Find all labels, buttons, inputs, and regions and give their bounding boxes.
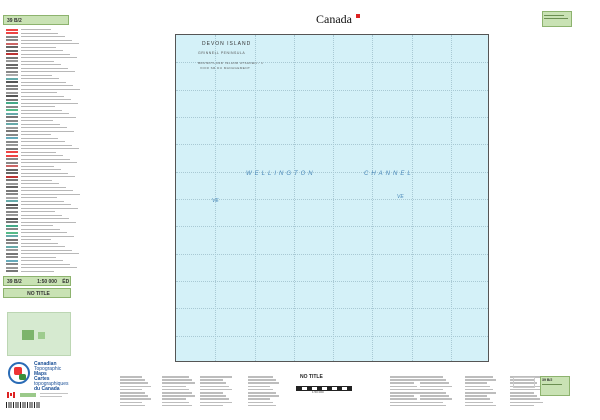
note-text-line xyxy=(248,379,276,381)
note-text-line xyxy=(200,379,223,381)
brand-line-6: du Canada xyxy=(34,386,60,392)
flag-icon xyxy=(7,392,15,398)
legend-symbol xyxy=(6,228,18,230)
legend-text xyxy=(21,250,72,251)
legend-text xyxy=(21,96,64,97)
legend-text xyxy=(21,225,53,226)
grid-line-horizontal xyxy=(176,117,488,118)
legend-symbol xyxy=(6,116,18,118)
legend-symbol xyxy=(6,148,18,150)
legend-text xyxy=(21,152,56,153)
legend-symbol xyxy=(6,141,18,143)
legend-text xyxy=(21,131,74,132)
legend-symbol xyxy=(6,123,18,125)
legend-text xyxy=(21,120,53,121)
legend-text xyxy=(21,211,55,212)
note-text-line xyxy=(465,398,490,400)
legend-text xyxy=(21,232,67,233)
note-text-line xyxy=(390,386,417,388)
legend-symbol xyxy=(6,74,18,76)
label-note-2: VOIR SR DU MANAGEMENT xyxy=(200,66,251,70)
note-text-line xyxy=(162,376,189,378)
note-text-line xyxy=(248,389,273,391)
legend-symbol xyxy=(6,88,18,90)
note-text-line xyxy=(120,389,142,391)
legend-text xyxy=(21,260,63,261)
note-text-line xyxy=(510,402,543,404)
legend-symbol xyxy=(6,239,18,241)
legend-symbol xyxy=(6,92,18,94)
legend-text xyxy=(21,50,63,51)
note-text-line xyxy=(120,386,151,388)
legend-symbol xyxy=(6,60,18,62)
label-wellington: WELLINGTON xyxy=(246,171,316,177)
legend-text xyxy=(21,180,52,181)
note-text-line xyxy=(390,398,417,400)
legend-text xyxy=(21,29,51,30)
legend-text xyxy=(21,68,68,69)
legend-text xyxy=(21,257,56,258)
legend-symbol xyxy=(6,204,18,206)
legend-symbol xyxy=(6,169,18,171)
legend-text xyxy=(21,113,69,114)
legend-text xyxy=(21,36,65,37)
legend-symbol xyxy=(6,183,18,185)
corner-sheet-number: 39 B/2 xyxy=(542,378,553,382)
maple-leaf-icon xyxy=(356,14,360,18)
brand-text xyxy=(34,362,68,392)
globe-icon xyxy=(8,362,30,384)
legend-symbol xyxy=(6,57,18,59)
note-text-line xyxy=(390,379,423,381)
note-text-line xyxy=(162,402,189,404)
note-text-line xyxy=(390,392,423,394)
legend-symbol xyxy=(6,263,18,265)
legend-symbol xyxy=(6,211,18,213)
label-channel: CHANNEL xyxy=(364,171,414,177)
note-text-line xyxy=(248,402,273,404)
legend-symbol xyxy=(6,81,18,83)
note-text-line xyxy=(200,402,232,404)
legend-text xyxy=(21,204,71,205)
legend-symbol xyxy=(6,172,18,174)
corner-tag-bottom xyxy=(540,376,570,396)
legend-symbol xyxy=(6,270,18,272)
note-text-line xyxy=(162,405,192,407)
note-text-line xyxy=(200,392,223,394)
legend-text xyxy=(21,40,72,41)
legend-symbol xyxy=(6,179,18,181)
legend-symbol xyxy=(6,120,18,122)
note-text-line xyxy=(465,402,493,404)
map-canvas[interactable] xyxy=(175,34,489,362)
index-map-highlight xyxy=(22,330,34,340)
legend-text xyxy=(21,253,79,254)
legend-symbol xyxy=(6,155,18,157)
footer-text xyxy=(40,393,68,394)
legend-symbol xyxy=(6,253,18,255)
legend-text xyxy=(21,99,71,100)
note-text-line xyxy=(200,389,232,391)
sheet-number-top: 39 B/2 xyxy=(3,15,69,25)
legend-symbol xyxy=(6,186,18,188)
legend-symbol xyxy=(6,134,18,136)
legend-text xyxy=(21,61,54,62)
legend-symbol xyxy=(6,158,18,160)
grid-line-horizontal xyxy=(176,281,488,282)
note-text-line xyxy=(248,376,273,378)
legend-text xyxy=(21,138,58,139)
note-text-line xyxy=(420,386,452,388)
legend-text xyxy=(21,124,60,125)
note-text-line xyxy=(420,392,446,394)
legend-symbol xyxy=(6,207,18,209)
grid-line-vertical xyxy=(333,35,334,361)
brand-line-2: Topographic xyxy=(34,366,62,372)
legend-text xyxy=(21,243,58,244)
note-text-line xyxy=(200,398,229,400)
note-text-line xyxy=(390,382,414,384)
legend-text xyxy=(21,218,69,219)
index-map xyxy=(7,312,71,356)
footer-text xyxy=(40,396,62,397)
legend-text xyxy=(21,47,56,48)
barcode xyxy=(6,402,40,408)
legend-text xyxy=(21,166,54,167)
legend-text xyxy=(21,43,79,44)
note-text-line xyxy=(420,405,446,407)
legend-text xyxy=(21,117,76,118)
grid-line-horizontal xyxy=(176,199,488,200)
legend-text xyxy=(21,92,57,93)
legend-text xyxy=(21,106,55,107)
note-text-line xyxy=(248,386,270,388)
legend-symbol xyxy=(6,144,18,146)
note-text-line xyxy=(465,382,487,384)
legend-symbol xyxy=(6,232,18,234)
legend-symbol xyxy=(6,218,18,220)
legend-symbol xyxy=(6,214,18,216)
note-text-line xyxy=(420,379,446,381)
grid-line-horizontal xyxy=(176,254,488,255)
legend-symbol xyxy=(6,99,18,101)
brand-line-1: Canadian xyxy=(34,361,57,367)
grid-line-vertical xyxy=(451,35,452,361)
legend-symbol xyxy=(6,85,18,87)
grid-line-horizontal xyxy=(176,336,488,337)
label-devon-island: DEVON ISLAND xyxy=(202,41,252,47)
note-text-line xyxy=(248,382,279,384)
legend-symbol xyxy=(6,260,18,262)
legend-symbol xyxy=(6,137,18,139)
legend-text xyxy=(21,85,73,86)
footer-tag xyxy=(20,393,36,397)
note-text-line xyxy=(390,389,420,391)
note-text-line xyxy=(420,389,443,391)
legend-symbol xyxy=(6,197,18,199)
legend-text xyxy=(21,176,75,177)
legend-symbol xyxy=(6,106,18,108)
note-text-line xyxy=(465,389,493,391)
legend-text xyxy=(21,57,77,58)
legend-text xyxy=(21,78,59,79)
legend-symbol xyxy=(6,235,18,237)
note-text-line xyxy=(465,395,487,397)
wordmark-text: Canada xyxy=(316,12,352,26)
note-text-line xyxy=(200,382,226,384)
legend-text xyxy=(21,75,52,76)
legend-text xyxy=(21,201,64,202)
grid-line-vertical xyxy=(412,35,413,361)
legend-symbol xyxy=(6,32,18,34)
legend-text xyxy=(21,169,61,170)
note-text-line xyxy=(200,405,223,407)
legend-symbol xyxy=(6,29,18,31)
legend-text xyxy=(21,267,77,268)
legend-symbol xyxy=(6,267,18,269)
note-text-line xyxy=(465,386,490,388)
legend-text xyxy=(21,127,67,128)
legend-symbol xyxy=(6,193,18,195)
note-text-line xyxy=(120,382,148,384)
note-text-line xyxy=(120,376,142,378)
note-text-line xyxy=(390,405,423,407)
sheet-title-mid: NO TITLE xyxy=(3,288,71,298)
legend-symbol xyxy=(6,249,18,251)
label-ve-left: VE xyxy=(212,198,219,204)
grid-line-horizontal xyxy=(176,90,488,91)
note-text-line xyxy=(510,398,540,400)
label-ve-right: VE xyxy=(397,194,404,200)
legend-symbol xyxy=(6,225,18,227)
note-text-line xyxy=(465,392,496,394)
legend-text xyxy=(21,190,73,191)
legend-text xyxy=(21,159,70,160)
corner-tag-top xyxy=(542,11,572,27)
note-text-line xyxy=(420,402,443,404)
legend-symbol xyxy=(6,200,18,202)
legend-symbol xyxy=(6,176,18,178)
corner-index-grid xyxy=(513,377,535,388)
legend-symbol xyxy=(6,162,18,164)
legend-symbol xyxy=(6,46,18,48)
legend-symbol xyxy=(6,39,18,41)
legend-text xyxy=(21,162,77,163)
legend-text xyxy=(21,155,63,156)
note-text-line xyxy=(420,395,449,397)
legend-symbol xyxy=(6,190,18,192)
note-text-line xyxy=(120,392,145,394)
grid-line-horizontal xyxy=(176,226,488,227)
brand-line-3: Maps xyxy=(34,371,47,377)
note-text-line xyxy=(510,389,543,391)
note-text-line xyxy=(510,392,534,394)
grid-line-horizontal xyxy=(176,172,488,173)
note-text-line xyxy=(248,392,276,394)
legend-text xyxy=(21,173,68,174)
note-text-line xyxy=(420,398,452,400)
legend-text xyxy=(21,148,79,149)
legend-text xyxy=(21,264,70,265)
legend-symbol xyxy=(6,78,18,80)
legend-symbol xyxy=(6,50,18,52)
index-map-cell xyxy=(38,332,45,339)
legend-symbol xyxy=(6,246,18,248)
note-text-line xyxy=(162,379,192,381)
note-text-line xyxy=(120,405,145,407)
legend-text xyxy=(21,110,62,111)
note-text-line xyxy=(390,402,420,404)
legend-symbol xyxy=(6,102,18,104)
note-text-line xyxy=(120,398,151,400)
grid-line-vertical xyxy=(255,35,256,361)
legend-panel xyxy=(0,0,90,420)
legend-text xyxy=(21,54,70,55)
note-text-line xyxy=(390,395,414,397)
legend-symbol xyxy=(6,130,18,132)
note-text-line xyxy=(465,376,493,378)
sheet-number-mid: 39 B/2 xyxy=(7,279,22,285)
note-text-line xyxy=(162,386,186,388)
note-text-line xyxy=(120,402,142,404)
legend-text xyxy=(21,187,66,188)
brand-line-5: topographiques xyxy=(34,381,69,387)
legend-text xyxy=(21,71,75,72)
legend-text xyxy=(21,239,51,240)
note-text-line xyxy=(200,376,232,378)
legend-text xyxy=(21,236,74,237)
legend-text xyxy=(21,103,78,104)
brand-line-4: Cartes xyxy=(34,376,50,382)
legend-text xyxy=(21,194,80,195)
scale-bar xyxy=(296,386,352,391)
note-text-line xyxy=(200,386,229,388)
grid-line-horizontal xyxy=(176,144,488,145)
note-text-line xyxy=(465,379,496,381)
legend-text xyxy=(21,141,65,142)
legend-symbol xyxy=(6,127,18,129)
note-text-line xyxy=(120,379,145,381)
note-text-line xyxy=(248,405,276,407)
note-text-line xyxy=(162,398,186,400)
label-note-1: BRUNDTLAND ISLAND ATSAKEN / 1 xyxy=(198,61,264,65)
legend-symbol xyxy=(6,53,18,55)
legend-symbol xyxy=(6,151,18,153)
legend-text xyxy=(21,89,80,90)
scale-bar-label: 1:50 000 xyxy=(312,390,324,394)
legend-symbol xyxy=(6,36,18,38)
legend-text xyxy=(21,183,59,184)
note-text-line xyxy=(248,395,279,397)
note-text-line xyxy=(200,395,226,397)
grid-line-vertical xyxy=(294,35,295,361)
note-text-line xyxy=(420,382,449,384)
sheet-title-bottom: NO TITLE xyxy=(300,374,323,380)
note-text-line xyxy=(162,382,195,384)
note-text-line xyxy=(390,376,420,378)
legend-row xyxy=(6,270,54,273)
legend-text xyxy=(21,82,66,83)
legend-text xyxy=(21,229,60,230)
grid-line-horizontal xyxy=(176,308,488,309)
legend-symbol xyxy=(6,113,18,115)
legend-symbol xyxy=(6,64,18,66)
legend-symbol xyxy=(6,71,18,73)
legend-text xyxy=(21,222,76,223)
canada-wordmark xyxy=(316,12,360,27)
legend-text xyxy=(21,64,61,65)
note-text-line xyxy=(120,395,148,397)
legend-symbol xyxy=(6,95,18,97)
sheet-edition-mid: ÉD xyxy=(62,279,70,285)
legend-symbol xyxy=(6,109,18,111)
note-text-line xyxy=(162,395,195,397)
note-text-line xyxy=(248,398,270,400)
legend-text xyxy=(21,134,51,135)
legend-text xyxy=(21,208,78,209)
label-grinnell-peninsula: GRINNELL PENINSULA xyxy=(198,51,246,55)
note-text-line xyxy=(162,392,192,394)
legend-text xyxy=(21,33,58,34)
note-text-line xyxy=(162,389,189,391)
note-text-line xyxy=(510,405,534,407)
legend-text xyxy=(21,197,57,198)
legend-symbol xyxy=(6,165,18,167)
map-frame xyxy=(171,30,493,366)
grid-line-vertical xyxy=(372,35,373,361)
legend-symbol xyxy=(6,67,18,69)
note-text-line xyxy=(420,376,443,378)
legend-text xyxy=(21,271,54,272)
legend-text xyxy=(21,215,62,216)
legend-text xyxy=(21,246,65,247)
note-text-line xyxy=(465,405,496,407)
legend-symbol xyxy=(6,242,18,244)
legend-symbol xyxy=(6,221,18,223)
sheet-index-bar xyxy=(3,276,71,286)
legend-text xyxy=(21,145,72,146)
legend-symbol xyxy=(6,43,18,45)
note-text-line xyxy=(510,395,537,397)
legend-symbol xyxy=(6,256,18,258)
sheet-scale-mid: 1:50 000 xyxy=(37,279,57,285)
